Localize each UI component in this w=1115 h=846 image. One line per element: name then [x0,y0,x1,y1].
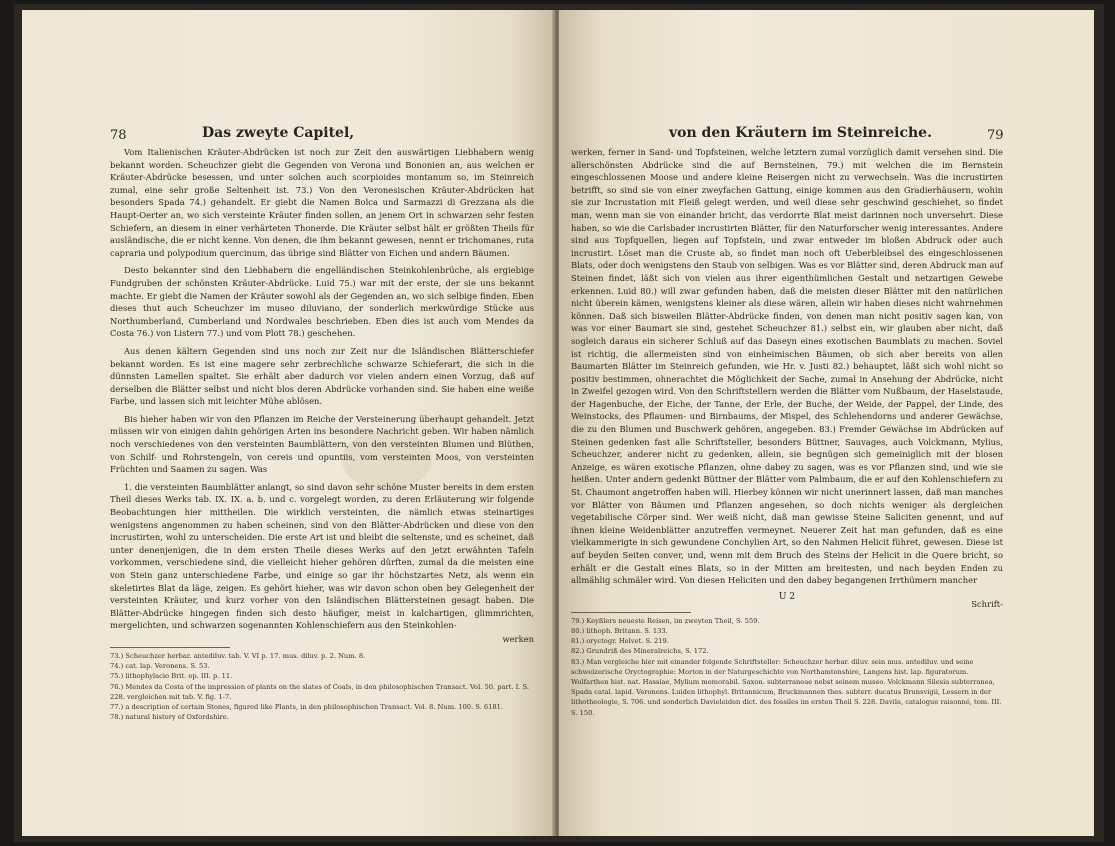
paragraph: werken, ferner in Sand- und Topfsteinen, welche letztern zumal vorzüglich damit versehen sind. Die allerschönsten Abdrücke sind die auf Bernsteinen, 79.) mit welchen die im Bernstein eingeschlossenen Moose und andere kleine Reisergen nicht zu verwechseln. Was die incrustirten betrifft, so sind sie von einer zweyfachen Gattung, einige kommen aus den Gradierhäusern, wohin sie zur Incrustation mit Fleiß gelegt werden, und weil diese sehr geschwind geschiehet, so findet man, wenn man sie von einander bricht, das verdorrte Blat meist darinnen noch unversehrt. Diese haben, so wie die Carlsbader incrustirten Blätter, für den Naturforscher wenig interessantes. Andere sind aus Topfquellen, liegen auf Topfstein, und zwar entweder im bloßen Abdruck oder auch incrustirt. Löset man die Cruste ab, so findet man noch oft Ueberbleibsel des eingeschlossenen Blats, oder doch wenigstens den Staub von selbigen. Was es vor Blätter sind, deren Abdruck man auf Steinen findet, läßt sich von vielen aus ihrer eigenthümlichen Gestalt und netzartigen Gewebe erkennen. Luid 80.) will zwar gefunden haben, daß die meisten dieser Blätter mit den natürlichen nicht überein kämen, wenigstens kleiner als diese wären, allein wir haben dieses nicht wahrnehmen können. Daß sich bisweilen Blätter-Abdrücke finden, von denen man nicht positiv sagen kan, von was vor einer Baumart sie sind, gestehet Scheuchzer 81.) selbst ein, wir glauben aber nicht, daß sogleich daraus ein sicherer Schluß auf das Daseyn eines exotischen Baumblats zu machen. Soviel ist richtig, die allermeisten sind von einheimischen Bäumen, ob sich aber bereits von allen Baumarten Blätter im Steinreich gefunden, wie Hr. v. Justi 82.) behauptet, läßt sich wohl nicht so positiv bestimmen, ohnerachtet die Möglichkeit der Sache, zumal in Ansehung der Abdrücke, nicht in Zweifel gezogen wird. Von den Schriftstellern werden die Blätter vom Nußbaum, der Haselstaude, der Hagenbuche, der Eiche, der Tanne, der Erle, der Buche, der Weide, der Pappel, der Linde, des Weinstocks, des Pflaumen- und Birnbaums, der Mispel, des Schlehendorns und anderer Gewächse, die zu den Blumen und Buschwerk gehören, angegeben. 83.) Fremder Gewächse im Abdrücken auf Steinen gedenken fast alle Schriftsteller, besonders Büttner, Sauvages, auch Volckmann, Mylius, Scheuchzer, anderer nicht zu gedenken, allein, sie begnügen sich gemeiniglich mit der blosen Anzeige, es wären exotische Pflanzen, ohne dabey zu sagen, was es vor Pflanzen sind, und wie sie heißen. Unter andern gedenkt Büttner der Blätter vom Palmbaum, die er auf den Kohlenschiefern zu St. Chaumont angetroffen haben will. Hierbey können wir nicht unerinnert lassen, daß man manches vor Blätter von Bäumen und Pflanzen angesehen, so doch nichts weniger als dergleichen vegetabilische Cörper sind. Wer weiß nicht, daß man gewisse Steine Saliciten genennt, und auf ihnen kleine Weidenblätter anzutreffen vermeynet. Neuerer Zeit hat man gefunden, daß es eine vielkammerigte in sich gewundene Conchylien Art, so den Nahmen Helicit führet, gewesen. Diese ist auf beyden Seiten conver, und, wenn mit dem Bruch des Steins der Helicit in die Quere bricht, so erhält er die Gestalt eines Blats, so in der Mitten am breitesten, und nach beyden Enden zu allmählig schmäler wird. Von diesen Heliciten und den dabey begangenen Irrthümern mancher [571,147,1003,586]
signature-mark: U 2 [778,591,796,602]
right-page [559,10,1094,836]
catchword: Schrift- [971,598,1003,609]
page-number: 78 [110,128,127,143]
page-number: 79 [987,128,1004,143]
footnote: 82.) Grundriß des Mineralreichs, S. 172. [571,647,709,656]
left-page [22,10,556,836]
footnote: 80.) lithoph. Britann. S. 133. [571,626,668,635]
footnote: 81.) oryctogr. Helvet. S. 219. [571,637,669,646]
paragraph: Aus denen kältern Gegenden sind uns noch zur Zeit nur die Isländischen Blätterschiefer bekannt worden. Es ist eine magere sehr zerbrechliche schwarze Schieferart, die sich in die dünnsten Lamellen spaltet. Sie erhält aber dadurch vor vielen andern einen Vorzug, daß auf derselben die Blätter selbst und nicht blos deren Abdrücke vorhanden sind. Sie haben eine weiße Farbe, und lassen sich mit leichter Mühe ablösen. [110,345,534,407]
footnote: 79.) Keyßlers neueste Reisen, im zweyten Theil, S. 559. [571,616,760,625]
footnote: 76.) Mendes da Costa of the impression of plants on the slates of Coals, in den philosophischen Transact. Vol. 50. part. I. S. 228. vergleichen mit tab. V. fig. 1-7. [110,682,529,701]
footnote: 73.) Scheuchzer herbar. antediluv. tab. V. VI p. 17. mus. diluv. p. 2. Num. 8. [110,651,366,660]
text-column [571,146,1003,718]
paragraph: Vom Italienischen Kräuter-Abdrücken ist noch zur Zeit den auswärtigen Liebhabern wenig bekannt worden. Scheuchzer giebt die Gegenden von Verona und Bononien an, aus welchen er Kräuter-Abdrücke besessen, und unter solchen auch scorpioides montanum so, im Steinreich zumal, eine sehr große Seltenheit ist. 73.) Von den Veronesischen Kräuter-Abdrücken hat besonders Spada 74.) gehandelt. Er giebt die Namen Bolca und Sarmazzi di Grezzana als die Haupt-Oerter an, wo sich versteinte Kräuter finden sollen, an jenem Ort in schwarzen sehr festen Schiefern, an diesem in einer verhärteten Thonerde. Die Kräuter selbst hält er größten Theils für ausländische, die er nicht kenne. Von denen, die ihm bekannt gewesen, nennt er trichomanes, ruta capraria und polypodium quercinum, das übrige sind Blätter von Eichen und andern Bäumen. [110,147,534,258]
running-head: von den Kräutern im Steinreiche. [669,125,932,141]
catchword: werken [502,633,534,644]
footnote: 77.) a description of certain Stones, figured like Plants, in den philosophischen Transact. Vol. 8. Num. 100. S. 6181. [110,702,504,711]
paragraph: 1. die versteinten Baumblätter anlangt, so sind davon sehr schöne Muster bereits in dem ersten Theil dieses Werks tab. IX. IX. a. b. und c. vorgelegt worden, zu deren Erläuterung wir folgende Beobachtungen hier mittheilen. Die wirklich versteinten, die nämlich etwas steinartiges wenigstens angenommen zu haben scheinen, sind von den Blätter-Abdrücken und diese von den incrustirten, wohl zu unterscheiden. Die erste Art ist und bleibt die seltenste, und es scheinet, daß unter denenjenigen, die in dem ersten Theile dieses Werks auf den jetzt erwähnten Tafeln vorkommen, verschiedene sind, die vielleicht hieher gehören dürften, zumal da die meisten eine von Stein ganz unterschiedene Farbe, und einige so gar ihr höchstzartes Netz, als wenn ein skeletirtes Blat da läge, zeigen. Es gehört hieher, was wir davon schon oben bey Gelegenheit der versteinten Kräuter, und kurz vorher von den Isländischen Blättersteinen gesagt haben. Die Blätter-Abdrücke hingegen finden sich desto häufiger, meist in kalchartigen, glimmrichten, mergelichten, und schwarzen sogenannten Kohlenschiefern aus den Steinkohlen- [110,481,534,631]
footnote-rule [571,612,691,613]
footnote: 83.) Man vergleiche hier mit einander folgende Schriftsteller: Scheuchzer herbar. diluv. sein mus. antediluv. und seine schweizerische Oryctographie: Morton in der Naturgeschichte von Northamtonshire, Langens hist. lap. figuratorum. Wolfarthen hist. nat. Hassiae, Mylium memorabil. Saxon. subterraneae nebst seinem museo. Volckmann Silesia subterranea, Spada catal. lapid. Veronens. Luiden lithophyl. Britannicum, Bruckmannen thes. subterr. ducatus Brunsvigii, Lessern in der lithotheologie, S. 706. und sonderlich Davieleiden dict. des fossiles im ersten Theil S. 228. Davila, catalogue raisonné, tom. III. S. 150. [571,657,1002,717]
book-spread [14,4,1104,842]
paragraph: Desto bekannter sind den Liebhabern die engelländischen Steinkohlenbrüche, als ergiebige Fundgruben der schönsten Kräuter-Abdrücke. Luid 75.) war mit der erste, der sie uns bekannt machte. Er giebt die Namen der Kräuter sowohl als der Gegenden an, wo sich selbige finden. Eben dieses thut auch Scheuchzer im museo diluviano, der sonderlich merkwürdige Stücke aus Northumberland, Cumberland und Nordwales beschrieben. Eben dies ist auch vom Mendes da Costa 76.) von Listern 77.) und vom Plott 78.) geschehen. [110,265,534,339]
running-head: Das zweyte Capitel, [202,125,355,141]
footnote: 75.) lithophylacio Brit. ep. III. p. 11. [110,672,233,681]
footnote: 74.) cat. lap. Veronens. S. 53. [110,662,210,671]
footnote: 78.) natural history of Oxfordshire. [110,713,229,722]
footnote-rule [110,647,230,648]
paragraph: Bis hieher haben wir von den Pflanzen im Reiche der Versteinerung überhaupt gehandelt. Jetzt müssen wir von einigen dahin gehörigen Arten ins besondere Nachricht geben. Wir haben nämlich noch verschiedenes von den versteinten Baumblättern, von den versteinten Blumen und Blüthen, von Schilf- und Rohrstengeln, von cereis und opuntiis, vom versteinten Moos, von versteinten Früchten und Saamen zu sagen. Was [110,413,534,475]
text-column [110,146,534,722]
